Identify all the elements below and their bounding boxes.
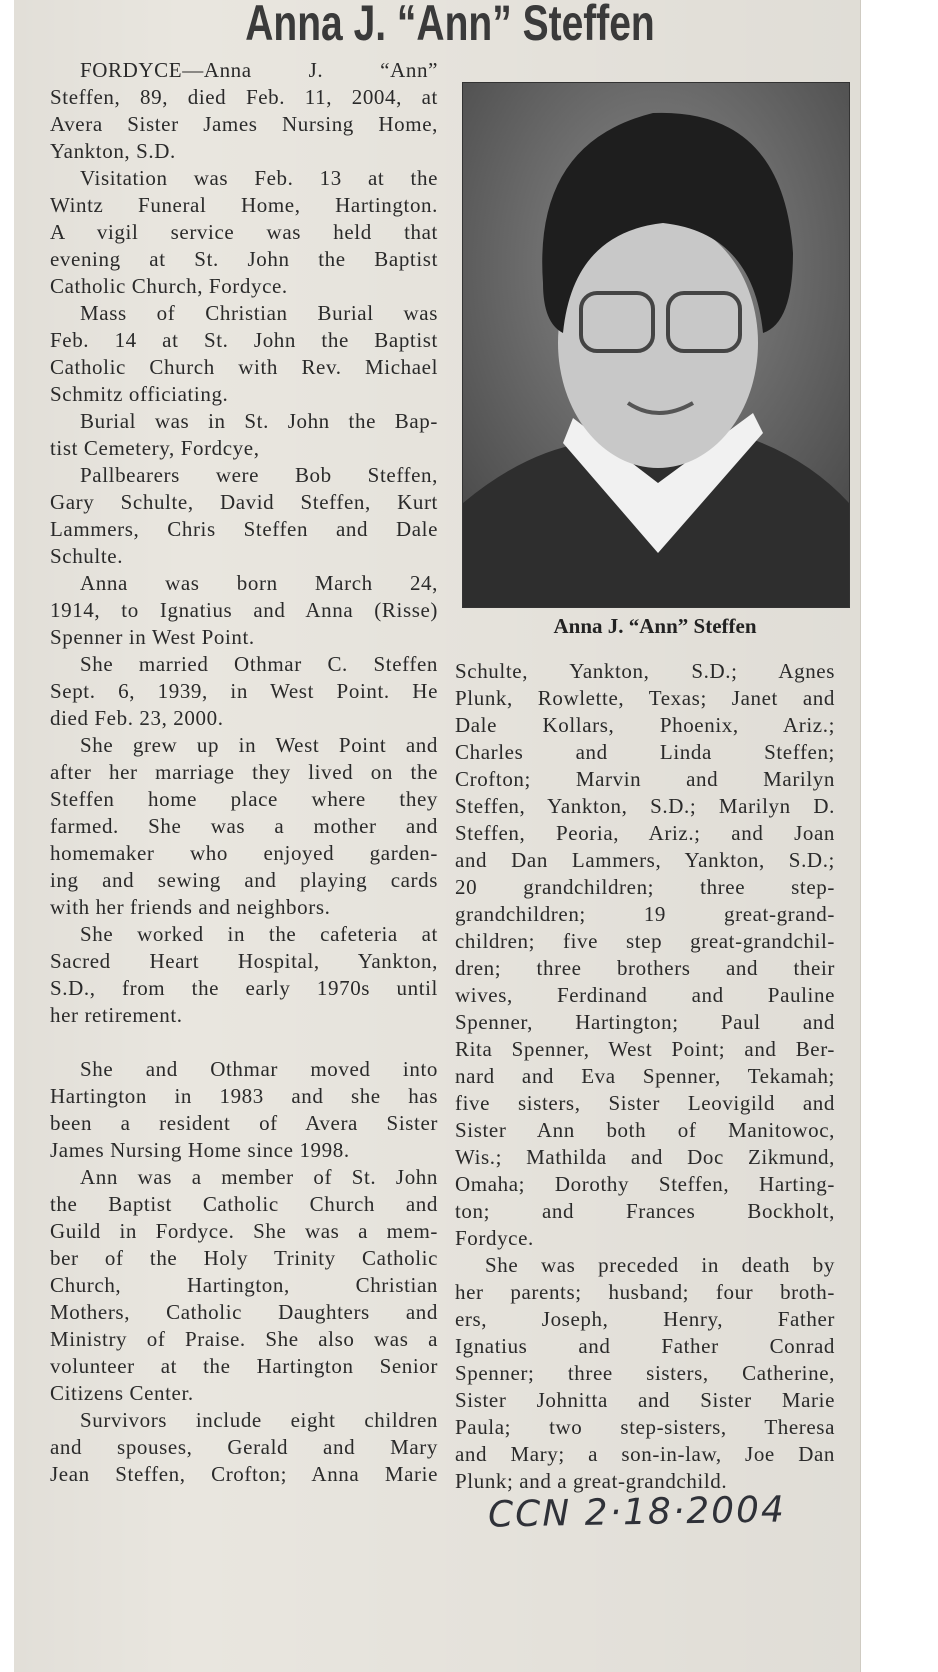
- text-line: Spenner, Hartington; Paul and: [455, 1010, 835, 1034]
- paragraph: [50, 57, 438, 165]
- paragraph: [455, 1252, 835, 1495]
- text-line: Wintz Funeral Home, Hartington.: [50, 193, 438, 217]
- text-line: Schulte, Yankton, S.D.; Agnes: [455, 659, 835, 683]
- text-line: Ann was a member of St. John: [80, 1165, 438, 1189]
- text-line: Omaha; Dorothy Steffen, Harting-: [455, 1172, 835, 1196]
- text-line: ton; and Frances Bockholt,: [455, 1199, 835, 1223]
- text-line: Sister Johnitta and Sister Marie: [455, 1388, 835, 1412]
- text-line: tist Cemetery, Fordcye,: [50, 436, 260, 460]
- paragraph: [50, 1407, 438, 1488]
- text-line: ing and sewing and playing cards: [50, 868, 438, 892]
- text-line: five sisters, Sister Leovigild and: [455, 1091, 835, 1115]
- text-line: Steffen home place where they: [50, 787, 438, 811]
- paragraph: [50, 1164, 438, 1407]
- text-line: Paula; two step-sisters, Theresa: [455, 1415, 835, 1439]
- text-line: Steffen, Yankton, S.D.; Marilyn D.: [455, 794, 835, 818]
- text-line: dren; three brothers and their: [455, 956, 835, 980]
- text-line: Plunk, Rowlette, Texas; Janet and: [455, 686, 835, 710]
- text-line: Anna was born March 24,: [80, 571, 438, 595]
- text-line: Yankton, S.D.: [50, 139, 176, 163]
- text-line: died Feb. 23, 2000.: [50, 706, 224, 730]
- left-text-column: [50, 57, 438, 1488]
- paragraph: [50, 651, 438, 732]
- text-line: She grew up in West Point and: [80, 733, 438, 757]
- paragraph-gap: [50, 1029, 438, 1056]
- text-line: Jean Steffen, Crofton; Anna Marie: [50, 1462, 438, 1486]
- portrait-photo: [462, 82, 850, 608]
- text-line: Fordyce.: [455, 1226, 534, 1250]
- text-line: FORDYCE—Anna J. “Ann”: [80, 58, 438, 82]
- text-line: Burial was in St. John the Bap-: [80, 409, 438, 433]
- text-line: Feb. 14 at St. John the Baptist: [50, 328, 438, 352]
- text-line: Visitation was Feb. 13 at the: [80, 166, 438, 190]
- text-line: Plunk; and a great-grandchild.: [455, 1469, 728, 1493]
- text-line: A vigil service was held that: [50, 220, 438, 244]
- text-line: Church, Hartington, Christian: [50, 1273, 438, 1297]
- text-line: Catholic Church with Rev. Michael: [50, 355, 438, 379]
- text-line: Charles and Linda Steffen;: [455, 740, 835, 764]
- text-line: Avera Sister James Nursing Home,: [50, 112, 438, 136]
- text-line: Rita Spenner, West Point; and Ber-: [455, 1037, 835, 1061]
- text-line: the Baptist Catholic Church and: [50, 1192, 438, 1216]
- text-line: nard and Eva Spenner, Tekamah;: [455, 1064, 835, 1088]
- paragraph: [50, 462, 438, 570]
- text-line: Sept. 6, 1939, in West Point. He: [50, 679, 438, 703]
- text-line: been a resident of Avera Sister: [50, 1111, 438, 1135]
- paragraph: [50, 921, 438, 1056]
- paragraph: [50, 165, 438, 300]
- text-line: ber of the Holy Trinity Catholic: [50, 1246, 438, 1270]
- text-line: Schmitz officiating.: [50, 382, 229, 406]
- text-line: 1914, to Ignatius and Anna (Risse): [50, 598, 438, 622]
- text-line: children; five step great-grandchil-: [455, 929, 835, 953]
- text-line: Ignatius and Father Conrad: [455, 1334, 835, 1358]
- text-line: James Nursing Home since 1998.: [50, 1138, 350, 1162]
- text-line: Steffen, Peoria, Ariz.; and Joan: [455, 821, 835, 845]
- text-line: Ministry of Praise. She also was a: [50, 1327, 438, 1351]
- text-line: wives, Ferdinand and Pauline: [455, 983, 835, 1007]
- text-line: and spouses, Gerald and Mary: [50, 1435, 438, 1459]
- text-line: grandchildren; 19 great-grand-: [455, 902, 835, 926]
- text-line: She was preceded in death by: [485, 1253, 835, 1277]
- text-line: Hartington in 1983 and she has: [50, 1084, 438, 1108]
- text-line: and Mary; a son-in-law, Joe Dan: [455, 1442, 835, 1466]
- text-line: her retirement.: [50, 1003, 183, 1027]
- text-line: S.D., from the early 1970s until: [50, 976, 438, 1000]
- text-line: Survivors include eight children: [80, 1408, 438, 1432]
- paragraph: [50, 1056, 438, 1164]
- text-line: Mothers, Catholic Daughters and: [50, 1300, 438, 1324]
- paragraph: [50, 570, 438, 651]
- text-line: Pallbearers were Bob Steffen,: [80, 463, 438, 487]
- text-line: Citizens Center.: [50, 1381, 194, 1405]
- text-line: Catholic Church, Fordyce.: [50, 274, 288, 298]
- text-line: She worked in the cafeteria at: [80, 922, 438, 946]
- text-line: her parents; husband; four broth-: [455, 1280, 835, 1304]
- text-line: Gary Schulte, David Steffen, Kurt: [50, 490, 438, 514]
- right-text-column: [455, 658, 835, 1495]
- text-line: Sister Ann both of Manitowoc,: [455, 1118, 835, 1142]
- text-line: Crofton; Marvin and Marilyn: [455, 767, 835, 791]
- text-line: She married Othmar C. Steffen: [80, 652, 438, 676]
- text-line: Sacred Heart Hospital, Yankton,: [50, 949, 438, 973]
- text-line: evening at St. John the Baptist: [50, 247, 438, 271]
- portrait-image: [463, 83, 849, 607]
- paragraph: [50, 300, 438, 408]
- text-line: Spenner; three sisters, Catherine,: [455, 1361, 835, 1385]
- text-line: Guild in Fordyce. She was a mem-: [50, 1219, 438, 1243]
- text-line: Schulte.: [50, 544, 124, 568]
- paragraph: [50, 408, 438, 462]
- text-line: ers, Joseph, Henry, Father: [455, 1307, 835, 1331]
- text-line: Spenner in West Point.: [50, 625, 255, 649]
- text-line: Steffen, 89, died Feb. 11, 2004, at: [50, 85, 438, 109]
- text-line: after her marriage they lived on the: [50, 760, 438, 784]
- photo-caption: Anna J. “Ann” Steffen: [553, 614, 757, 638]
- text-line: farmed. She was a mother and: [50, 814, 438, 838]
- handwritten-note: CCN 2·18·2004: [487, 1489, 787, 1536]
- text-line: 20 grandchildren; three step-: [455, 875, 835, 899]
- obituary-headline: Anna J. “Ann” Steffen: [245, 0, 655, 51]
- text-line: and Dan Lammers, Yankton, S.D.;: [455, 848, 835, 872]
- paragraph: [50, 732, 438, 921]
- text-line: Dale Kollars, Phoenix, Ariz.;: [455, 713, 835, 737]
- text-line: with her friends and neighbors.: [50, 895, 331, 919]
- text-line: She and Othmar moved into: [80, 1057, 438, 1081]
- text-line: Lammers, Chris Steffen and Dale: [50, 517, 438, 541]
- text-line: Wis.; Mathilda and Doc Zikmund,: [455, 1145, 835, 1169]
- text-line: volunteer at the Hartington Senior: [50, 1354, 438, 1378]
- text-line: homemaker who enjoyed garden-: [50, 841, 438, 865]
- text-line: Mass of Christian Burial was: [80, 301, 438, 325]
- paragraph: [455, 658, 835, 1252]
